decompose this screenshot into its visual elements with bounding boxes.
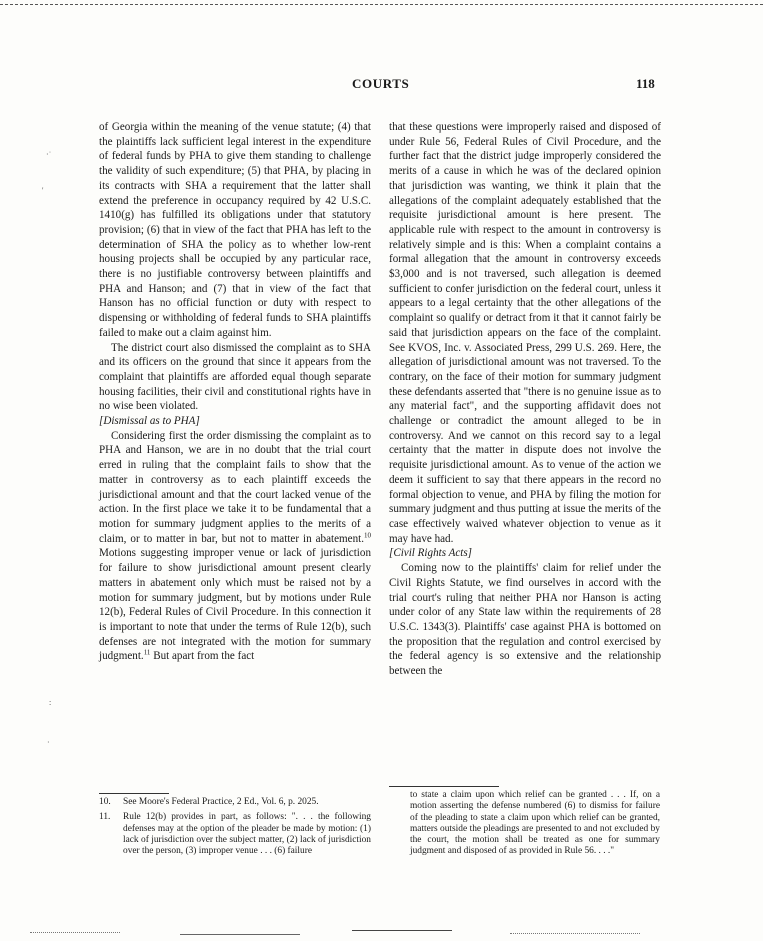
footnote-ref: 11 bbox=[143, 648, 151, 657]
page-header bbox=[0, 76, 763, 96]
footnote-11 bbox=[99, 812, 371, 857]
footnote-text: Rule 12(b) provides in part, as follows: ". . . the following defenses may at the option of the pleader be made by motion: (1) lack of jurisdiction over the subject matter, (2) lack of jurisdiction over the person, (3) improper venue . . . (6) failure bbox=[123, 812, 371, 857]
right-column bbox=[389, 120, 661, 679]
scan-line bbox=[510, 933, 640, 934]
paragraph-text: Considering first the order dismissing the complaint as to PHA and Hanson, we are in no doubt that the trial court erred in ruling that the complaint fails to show that the matter in controversy as to each plaintiff exceeds the jurisdictional amount and that the court lacked venue of the action. In the first place we take it to be fundamental that a motion for summary judgment applies to the merits of a claim, or to matter in bar, but not to matter in abatement. bbox=[99, 429, 371, 545]
scan-mark: ' bbox=[42, 186, 44, 195]
paragraph: of Georgia within the meaning of the venue statute; (4) that the plaintiffs lack sufficient legal interest in the expenditure of federal funds by PHA to give them standing to challenge the validity of such expenditure; (5) that PHA, by placing in its contracts with SHA a requirement that the latter shall extend the preference in occupancy required by 42 U.S.C. 1410(g) has fulfilled its obligations under that statutory provision; (6) that in view of the fact that PHA has left to the determination of SHA the policy as to whether low-rent housing projects shall be occupied by any particular race, there is no justifiable controversy between plaintiffs and PHA and Hanson; and (7) that in view of the fact that Hanson has no official function or duty with respect to dispensing or withholding of federal funds to SHA plaintiffs failed to make out a claim against him. bbox=[99, 121, 371, 339]
paragraph: that these questions were improperly raised and disposed of under Rule 56, Federal Rules of Civil Procedure, and the further fact that the district judge improperly considered the merits of a cause in which he was of the declared opinion that jurisdiction was wanting, we think it plain that the allegations of the complaint adequately established that the requisite jurisdictional amount is here present. The applicable rule with respect to the amount in controversy is relatively simple and is this: When a complaint contains a formal allegation that the amount in controversy exceeds $3,000 and is not traversed, such allegation is deemed sufficient to confer jurisdiction on the federal court, unless it appears to a legal certainty that the other allegations of the complaint so qualify or detract from it that it cannot fairly be said that jurisdiction appears on the face of the complaint. See KVOS, Inc. v. Associated Press, 299 U.S. 269. Here, the allegation of jurisdictional amount was not traversed. To the contrary, on the face of their motion for summary judgment these defendants asserted that "there is no genuine issue as to any material fact", and the supporting affidavit does not challenge or contradict the amount alleged to be in controversy. And we cannot on this record say to a legal certainty that the matter in dispute does not involve the requisite jurisdictional amount. As to venue of the action we deem it sufficient to say that there appears in the record no formal objection to venue, and PHA by filing the motion for summary judgment and thus putting at issue the merits of the case effectively waived whatever objection to venue as it may have had. bbox=[389, 121, 661, 545]
top-dashed-border bbox=[0, 4, 763, 5]
scan-line bbox=[30, 932, 120, 933]
left-column bbox=[99, 120, 371, 664]
scan-mark: · bbox=[47, 738, 50, 747]
footnote-number: 11. bbox=[99, 812, 111, 823]
page-number: 118 bbox=[636, 76, 655, 91]
scan-line bbox=[180, 934, 300, 935]
section-heading: [Dismissal as to PHA] bbox=[99, 415, 200, 428]
section-heading: [Civil Rights Acts] bbox=[389, 547, 473, 560]
footnotes bbox=[99, 797, 371, 861]
footnote-rule bbox=[389, 786, 499, 787]
footnote-text: See Moore's Federal Practice, 2 Ed., Vol. 6, p. 2025. bbox=[123, 797, 319, 807]
footnote-11-continued: to state a claim upon which relief can be granted . . . If, on a motion asserting the defense numbered (6) to dismiss for failure of the pleading to state a claim upon which relief can be granted, matters outside the pleadings are presented to and not excluded by the court, the motion shall be treated as one for summary judgment and disposed of as provided in Rule 56. . . ." bbox=[410, 790, 660, 857]
paragraph: The district court also dismissed the complaint as to SHA and its officers on the ground that since it appears from the complaint that plaintiffs are afforded equal though separate housing facilities, their civil and constitutional rights have in no wise been violated. bbox=[99, 341, 371, 413]
scan-line bbox=[352, 930, 452, 931]
scan-mark: ·˙ bbox=[46, 150, 52, 159]
footnote-rule bbox=[99, 793, 169, 794]
paragraph: Coming now to the plaintiffs' claim for relief under the Civil Rights Statute, we find ourselves in accord with the trial court's ruling that neither PHA nor Hanson is acting under color of any State law within the requirements of 28 U.S.C. 1343(3). Plaintiffs' case against PHA is bottomed on the proposition that the regulation and control exercised by the federal agency is so extensive and the relationship between the bbox=[389, 562, 661, 678]
footnote-10 bbox=[99, 797, 371, 808]
footnote-number: 10. bbox=[99, 797, 111, 807]
paragraph-text: But apart from the fact bbox=[150, 650, 255, 663]
footnote-ref: 10 bbox=[364, 531, 371, 539]
paragraph-text: Motions suggesting improper venue or lack of jurisdiction for failure to show jurisdictional amount present clearly matters in abatement only which must be raised not by a motion for summary judgment, but by motions under Rule 12(b), Federal Rules of Civil Procedure. In this connection it is important to note that under the terms of Rule 12(b), such defenses are not integrated with the motion for summary judgment. bbox=[99, 547, 371, 663]
scan-mark: : bbox=[49, 698, 52, 707]
running-title: COURTS bbox=[352, 76, 410, 91]
paragraph bbox=[99, 429, 371, 664]
